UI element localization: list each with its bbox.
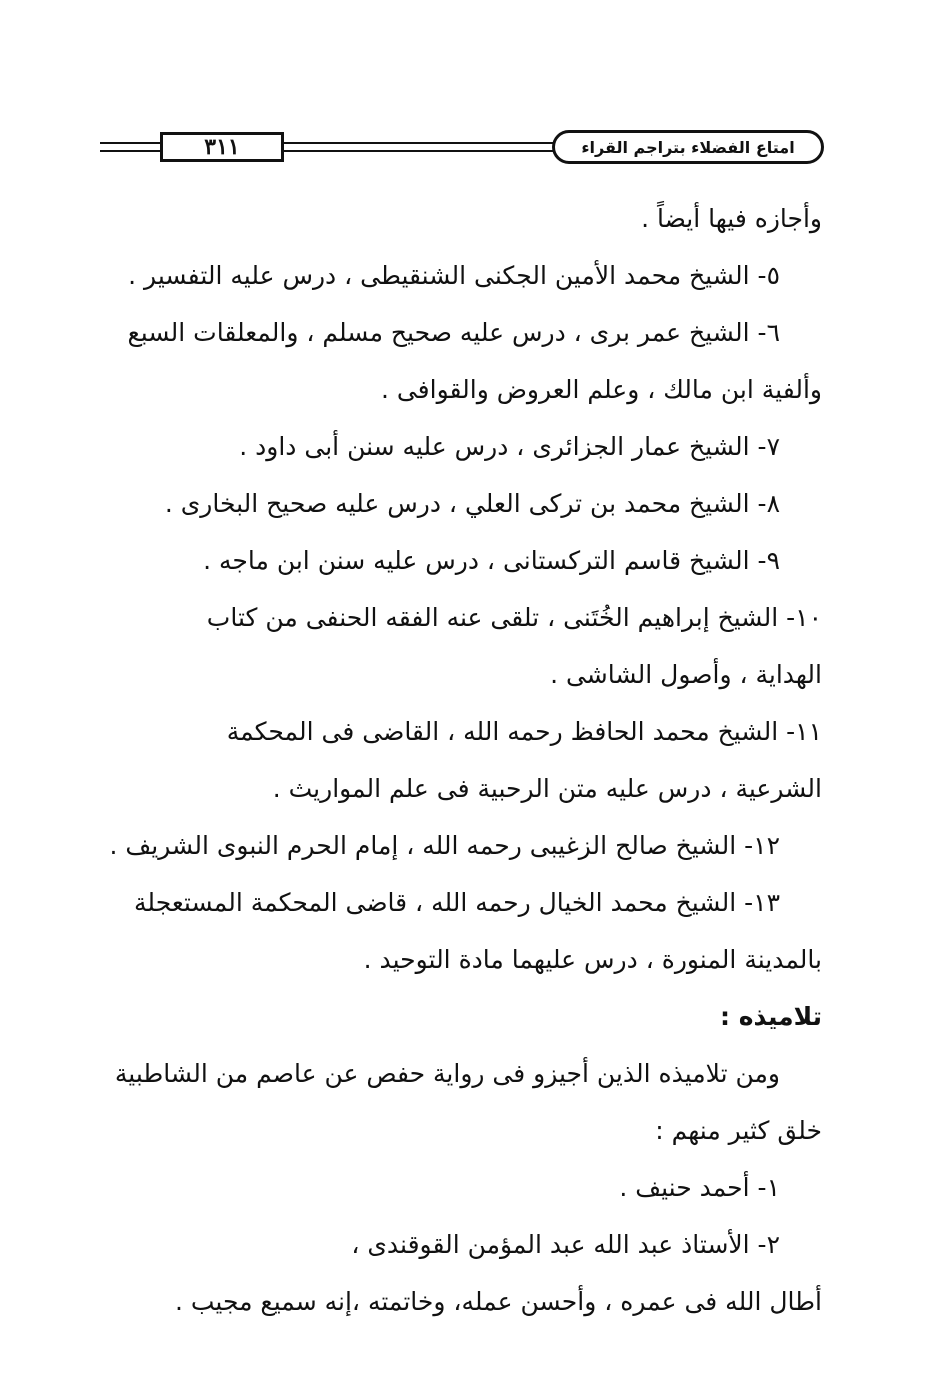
list-item: ٦- الشيخ عمر برى ، درس عليه صحيح مسلم ، والمعلقات السبع xyxy=(127,318,780,347)
book-title: امتاع الفضلاء بتراجم القراء xyxy=(552,130,824,164)
header-rule xyxy=(100,142,160,144)
text-line: وأجازه فيها أيضاً . xyxy=(641,204,822,233)
list-item: ١١- الشيخ محمد الحافظ رحمه الله ، القاضى فى المحكمة xyxy=(226,717,822,746)
list-item: ١٣- الشيخ محمد الخيال رحمه الله ، قاضى المحكمة المستعجلة xyxy=(134,888,780,917)
header-rule xyxy=(100,150,160,152)
page-body xyxy=(108,190,822,1330)
page-number: ٣١١ xyxy=(160,132,284,162)
paragraph-line: ومن تلاميذه الذين أجيزو فى رواية حفص عن عاصم من الشاطبية xyxy=(114,1059,780,1088)
list-item: ٧- الشيخ عمار الجزائرى ، درس عليه سنن أبى داود . xyxy=(239,432,780,461)
list-item: ٨- الشيخ محمد بن تركى العلي ، درس عليه صحيح البخارى . xyxy=(164,489,780,518)
list-item: ١- أحمد حنيف . xyxy=(619,1173,780,1202)
text-line: وألفية ابن مالك ، وعلم العروض والقوافى . xyxy=(380,375,822,404)
list-item: ١٢- الشيخ صالح الزغيبى رحمه الله ، إمام الحرم النبوى الشريف . xyxy=(109,831,780,860)
section-heading: تلاميذه : xyxy=(720,1002,822,1031)
text-line: أطال الله فى عمره ، وأحسن عمله، وخاتمته ،إنه سميع مجيب . xyxy=(174,1287,822,1316)
header-rule xyxy=(284,150,554,152)
text-line: الشرعية ، درس عليه متن الرحبية فى علم المواريث . xyxy=(272,774,822,803)
text-line: الهداية ، وأصول الشاشى . xyxy=(550,660,822,689)
list-item: ١٠- الشيخ إبراهيم الخُتَنى ، تلقى عنه الفقه الحنفى من كتاب xyxy=(206,603,822,632)
text-line: خلق كثير منهم : xyxy=(655,1116,822,1145)
list-item: ٩- الشيخ قاسم التركستانى ، درس عليه سنن ابن ماجه . xyxy=(203,546,780,575)
running-header xyxy=(100,128,824,168)
list-item: ٢- الأستاذ عبد الله عبد المؤمن القوقندى ، xyxy=(351,1230,780,1259)
text-line: بالمدينة المنورة ، درس عليهما مادة التوحيد . xyxy=(363,945,822,974)
header-rule xyxy=(284,142,554,144)
list-item: ٥- الشيخ محمد الأمين الجكنى الشنقيطى ، درس عليه التفسير . xyxy=(128,261,780,290)
